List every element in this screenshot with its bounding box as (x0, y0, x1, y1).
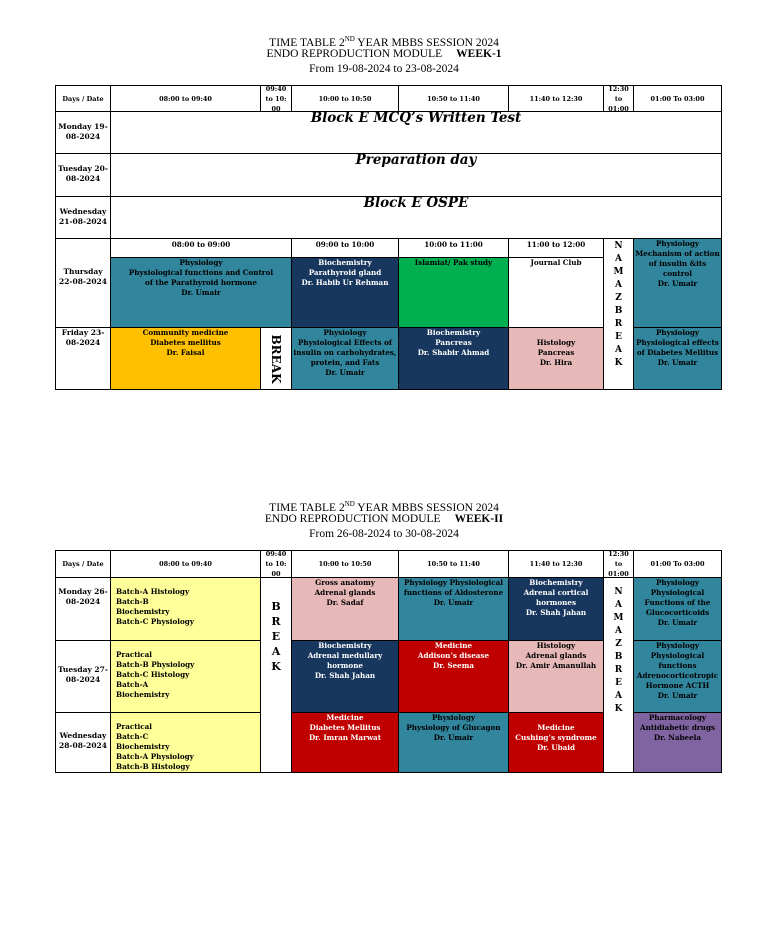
w1-thu-h2: 09:00 to 10:00 (291, 238, 399, 258)
w2-day-monday: Monday 26-08-2024 (55, 577, 111, 641)
w1-h-slot2: 09:40 to 10: 00 (260, 85, 292, 112)
w2-h-days: Days / Date (55, 550, 111, 578)
w1-thu-h1: 08:00 to 09:00 (110, 238, 292, 258)
w1-thu-h3: 10:00 to 11:00 (398, 238, 509, 258)
w1-day-wednesday: Wednesday 21-08-2024 (55, 196, 111, 239)
week1-title: TIME TABLE 2ND YEAR MBBS SESSION 2024 (269, 35, 499, 49)
w2-mon-last: Physiology Physiological Functions of the Glucocorticoids Dr. Umair (633, 577, 722, 641)
w2-wed-medicine-2: Medicine Cushing’s syndrome Dr. Ubaid (508, 712, 604, 773)
w2-tue-histology: Histology Adrenal glands Dr. Amir Amanullah (508, 640, 604, 713)
w1-fri-last: Physiology Physiological effects of Diabetes Mellitus Dr. Umair (633, 327, 722, 390)
w1-day-friday: Friday 23-08-2024 (55, 327, 111, 390)
w1-thu-biochemistry: Biochemistry Parathyroid gland Dr. Habib Ur Rehman (291, 257, 399, 328)
w2-break: B R E A K (260, 577, 292, 773)
w2-h-slot7: 01:00 To 03:00 (633, 550, 722, 578)
w2-mon-batches: Batch-A Histology Batch-B Biochemistry Batch-C Physiology (110, 577, 261, 641)
w1-thu-physiology: Physiology Physiological functions and Control of the Parathyroid hormone Dr. Umair (110, 257, 292, 328)
w2-wed-medicine: Medicine Diabetes Mellitus Dr. Imran Marwat (291, 712, 399, 773)
w1-day-monday: Monday 19-08-2024 (55, 111, 111, 154)
w2-mon-biochemistry: Biochemistry Adrenal cortical hormones Dr. Shah Jahan (508, 577, 604, 641)
w2-tue-batches: Practical Batch-B Physiology Batch-C Histology Batch-A Biochemistry (110, 640, 261, 713)
w1-fri-community-medicine: Community medicine Diabetes mellitus Dr. Faisal (110, 327, 261, 390)
week2-module: ENDO REPRODUCTION MODULE WEEK-II (264, 513, 504, 525)
w2-wed-pharmacology: Pharmacology Antidiabetic drugs Dr. Nabeela (633, 712, 722, 773)
w1-day-tuesday: Tuesday 20-08-2024 (55, 153, 111, 197)
w2-tue-last: Physiology Physiological functions Adrenocorticotropic Hormone ACTH Dr. Umair (633, 640, 722, 713)
w2-h-slot2: 09:40 to 10: 00 (260, 550, 292, 578)
w1-namaz-break: N A M A Z B R E A K (603, 238, 634, 390)
w2-mon-physiology: Physiology Physiological functions of Aldosterone Dr. Umair (398, 577, 509, 641)
w1-h-slot1: 08:00 to 09:40 (110, 85, 261, 112)
w1-fri-break: BREAK (260, 327, 292, 390)
w1-thu-h4: 11:00 to 12:00 (508, 238, 604, 258)
w1-fri-biochemistry: Biochemistry Pancreas Dr. Shabir Ahmad (398, 327, 509, 390)
w1-h-slot3: 10:00 to 10:50 (291, 85, 399, 112)
w2-wed-physiology: Physiology Physiology of Glucagon Dr. Umair (398, 712, 509, 773)
w1-h-slot7: 01:00 To 03:00 (633, 85, 722, 112)
w2-tue-medicine: Medicine Addison’s disease Dr. Seema (398, 640, 509, 713)
w2-h-slot5: 11:40 to 12:30 (508, 550, 604, 578)
w1-fri-histology: Histology Pancreas Dr. Hira (508, 327, 604, 390)
w2-tue-biochemistry: Biochemistry Adrenal medullary hormone Dr. Shah Jahan (291, 640, 399, 713)
w1-tuesday-event: Preparation day (110, 153, 722, 197)
w2-h-slot4: 10:50 to 11:40 (398, 550, 509, 578)
w2-day-tuesday: Tuesday 27-08-2024 (55, 640, 111, 713)
w2-mon-gross-anatomy: Gross anatomy Adrenal glands Dr. Sadaf (291, 577, 399, 641)
w2-h-slot3: 10:00 to 10:50 (291, 550, 399, 578)
w1-wednesday-event: Block E OSPE (110, 196, 722, 239)
w1-thu-last: Physiology Mechanism of action of insulin &its control Dr. Umair (633, 238, 722, 328)
w2-h-slot1: 08:00 to 09:40 (110, 550, 261, 578)
week2-range: From 26-08-2024 to 30-08-2024 (309, 528, 459, 540)
w1-h-slot6: 12:30 to 01:00 (603, 85, 634, 112)
w1-day-thursday: Thursday 22-08-2024 (55, 238, 111, 328)
w1-fri-physiology: Physiology Physiological Effects of insulin on carbohydrates, protein, and Fats Dr. Umair (291, 327, 399, 390)
w1-h-slot4: 10:50 to 11:40 (398, 85, 509, 112)
w1-h-slot5: 11:40 to 12:30 (508, 85, 604, 112)
w2-h-slot6: 12:30 to 01:00 (603, 550, 634, 578)
week2-title: TIME TABLE 2ND YEAR MBBS SESSION 2024 (269, 500, 499, 514)
w1-thu-islamiat: Islamiat/ Pak study (398, 257, 509, 328)
w1-thu-journal-club: Journal Club (508, 257, 604, 328)
w1-monday-event: Block E MCQ’s Written Test (110, 111, 722, 154)
w1-h-days: Days / Date (55, 85, 111, 112)
w2-wed-batches: Practical Batch-C Biochemistry Batch-A Physiology Batch-B Histology (110, 712, 261, 773)
week1-module: ENDO REPRODUCTION MODULE WEEK-1 (266, 48, 502, 60)
w2-namaz-break: N A M A Z B R E A K (603, 577, 634, 773)
w2-day-wednesday: Wednesday 28-08-2024 (55, 712, 111, 773)
week1-range: From 19-08-2024 to 23-08-2024 (309, 63, 459, 75)
